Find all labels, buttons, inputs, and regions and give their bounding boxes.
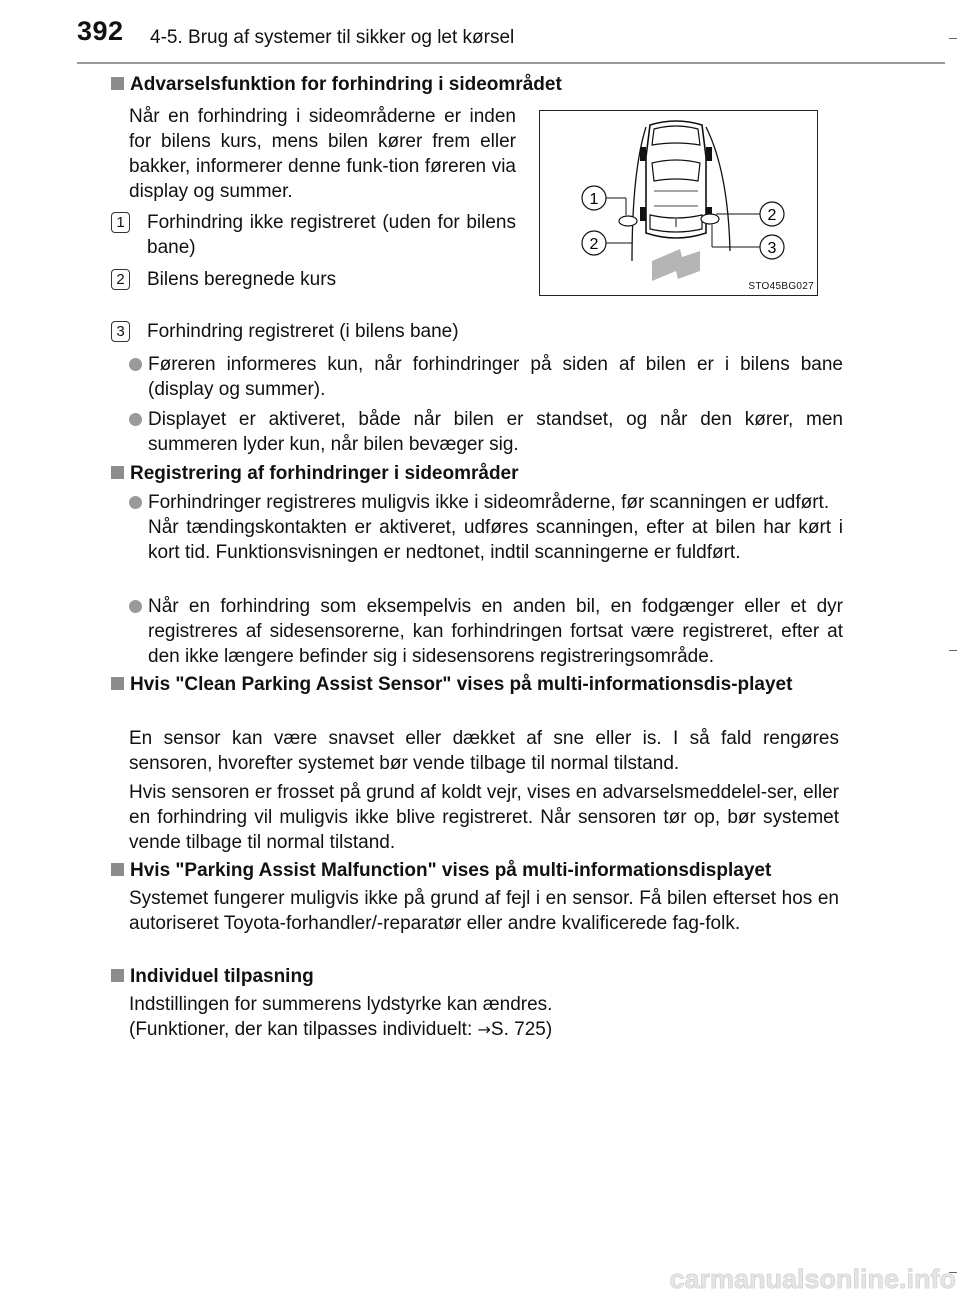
callout-2-left: 2: [589, 236, 599, 253]
number-badge: 3: [111, 321, 130, 342]
bullet-dot-icon: [129, 358, 142, 371]
square-bullet-icon: [111, 466, 124, 479]
clean-sensor-paragraph-1: En sensor kan være snavset eller dækket af sne eller is. I så fald rengøres sensoren, hvorefter systemet bør vende tilbage til normal tilstand.: [129, 728, 839, 774]
watermark-logo: [660, 1258, 958, 1298]
numbered-item-text: Forhindring registreret (i bilens bane): [147, 321, 459, 342]
square-bullet-icon: [111, 969, 124, 982]
customization-line-2: (Funktioner, der kan tilpasses individuelt: →S. 725): [129, 1019, 553, 1040]
bullet-text: Forhindringer registreres muligvis ikke i sideområderne, før scanningen er udført.: [148, 492, 830, 513]
bullet-dot-icon: [129, 413, 142, 426]
numbered-item-3: [111, 319, 611, 344]
customization-paragraph: [129, 992, 839, 1042]
callout-2-right: 2: [767, 207, 777, 224]
bullet-text: Når en forhindring som eksempelvis en anden bil, en fodgænger eller et dyr registreres af sidesensorerne, kan forhindringen fortsat være registreret, efter at den ikke længere befinder sig i sidesensorens registreringsområde.: [148, 596, 843, 667]
section-heading-malfunction: Hvis "Parking Assist Malfunction" vises på multi-informationsdisplayet: [111, 858, 771, 883]
bullet-item: [129, 594, 843, 669]
number-badge: 2: [111, 269, 130, 290]
numbered-item-text: Forhindring ikke registreret (uden for bilens bane): [147, 212, 516, 258]
malfunction-paragraph: Systemet fungerer muligvis ikke på grund af fejl i en sensor. Få bilen efterset hos en autoriseret Toyota-forhandler/-reparatør eller andre kvalificerede fag-folk.: [129, 888, 839, 934]
svg-text:carmanualsonline.info: carmanualsonline.info: [669, 1264, 956, 1294]
crop-mark: [949, 38, 957, 39]
section-heading-customization: Individuel tilpasning: [111, 964, 314, 989]
square-bullet-icon: [111, 77, 124, 90]
bullet-text-continued: Når tændingskontakten er aktiveret, udføres scanningen, efter at bilen har kørt i kort tid. Funktionsvisningen er nedtonet, indtil scanningerne er fuldført.: [148, 517, 843, 563]
header-title: 4-5. Brug af systemer til sikker og let kørsel: [150, 27, 515, 48]
car-diagram: [540, 111, 816, 294]
bullet-item: [129, 490, 843, 565]
bullet-dot-icon: [129, 496, 142, 509]
crop-mark: [949, 650, 957, 651]
clean-sensor-paragraph-2: Hvis sensoren er frosset på grund af koldt vejr, vises en advarselsmeddelel-ser, eller en forhindring vil muligvis ikke blive registreret. Når sensoren tør op, bør systemet vende tilbage til normal tilstand.: [129, 782, 839, 853]
page-number: 392: [77, 16, 124, 46]
bullet-dot-icon: [129, 600, 142, 613]
section-heading-clean-sensor: Hvis "Clean Parking Assist Sensor" vises på multi-informationsdis-playet: [111, 672, 841, 697]
section-heading-registration: Registrering af forhindringer i sideområder: [111, 461, 519, 486]
side-area-illustration: [539, 110, 818, 296]
bullet-text: Føreren informeres kun, når forhindringer på siden af bilen er i bilens bane (display og summer).: [148, 354, 843, 400]
callout-1: 1: [589, 191, 599, 208]
number-badge: 1: [111, 212, 130, 233]
intro-paragraph: Når en forhindring i sideområderne er inden for bilens kurs, mens bilen kører frem eller bakker, informerer denne funk-tion føreren via display og summer.: [129, 106, 516, 202]
callout-3: 3: [767, 240, 777, 257]
square-bullet-icon: [111, 863, 124, 876]
arrow-right-icon: →: [477, 1020, 491, 1039]
bullet-item: [129, 407, 843, 457]
figure-code: STO45BG027: [748, 281, 814, 292]
numbered-item-2: [111, 267, 516, 292]
square-bullet-icon: [111, 677, 124, 690]
page-reference-link[interactable]: S. 725): [490, 1019, 553, 1040]
numbered-item-1: [111, 210, 516, 260]
bullet-item: [129, 352, 843, 402]
section-heading-warning: Advarselsfunktion for forhindring i sideområdet: [111, 72, 562, 97]
header-divider: [77, 62, 945, 64]
bullet-text: Displayet er aktiveret, både når bilen er standset, og når den kører, men summeren lyder kun, når bilen bevæger sig.: [148, 409, 843, 455]
numbered-item-text: Bilens beregnede kurs: [147, 269, 337, 290]
customization-line-1: Indstillingen for summerens lydstyrke kan ændres.: [129, 994, 553, 1015]
